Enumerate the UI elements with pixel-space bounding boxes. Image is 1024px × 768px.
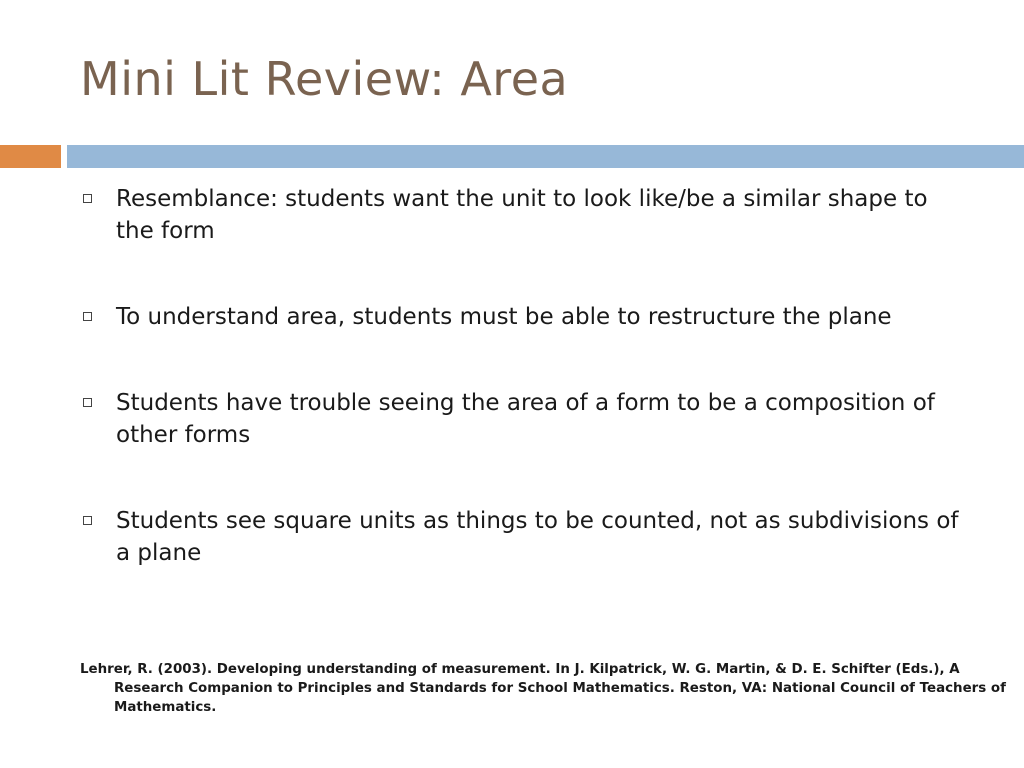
bullet-list: [80, 183, 960, 623]
bullet-item: [80, 301, 960, 333]
hollow-square-icon: [83, 398, 92, 407]
accent-bar-orange: [0, 145, 61, 168]
bullet-item: [80, 387, 960, 451]
bullet-text: Students see square units as things to be counted, not as subdivisions of a plane: [116, 508, 959, 566]
hollow-square-icon: [83, 312, 92, 321]
bullet-item: [80, 505, 960, 569]
slide-title: Mini Lit Review: Area: [80, 52, 569, 106]
bullet-text: Resemblance: students want the unit to look like/be a similar shape to the form: [116, 186, 928, 244]
hollow-square-icon: [83, 516, 92, 525]
reference-citation: Lehrer, R. (2003). Developing understanding of measurement. In J. Kilpatrick, W. G. Martin, & D. E. Schifter (Eds.), A Research Companion to Principles and Standards for School Mathematics. Reston, VA: National Council of Teachers of Mathematics.: [80, 662, 1006, 715]
hollow-square-icon: [83, 194, 92, 203]
bullet-item: [80, 183, 960, 247]
accent-bar-blue: [67, 145, 1024, 168]
bullet-text: To understand area, students must be able to restructure the plane: [116, 304, 892, 330]
bullet-text: Students have trouble seeing the area of a form to be a composition of other forms: [116, 390, 935, 448]
